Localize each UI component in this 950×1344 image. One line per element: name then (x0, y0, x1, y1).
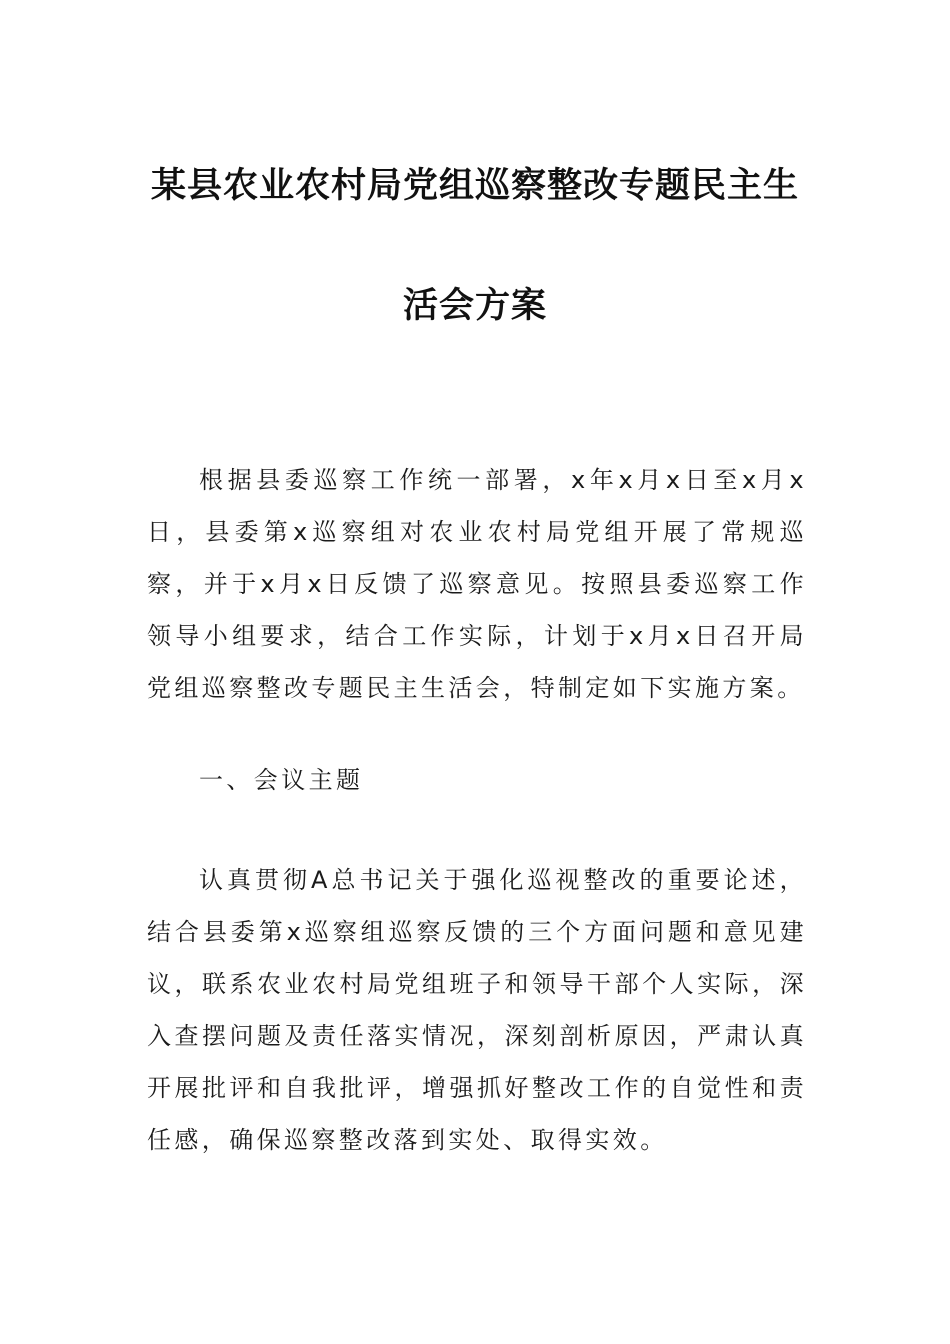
document-title-line-1: 某县农业农村局党组巡察整改专题民主生 (150, 165, 799, 206)
document-title-line-2: 活会方案 (402, 285, 547, 326)
section-heading-meeting-theme: 一、会议主题 (199, 766, 364, 794)
intro-paragraph: 根据县委巡察工作统一部署，x年x月x日至x月x日，县委第x巡察组对农业农村局党组开展了常规巡察，并于x月x日反馈了巡察意见。按照县委巡察工作领导小组要求，结合工作实际，计划于x月x日召开局党组巡察整改专题民主生活会，特制定如下实施方案。 (147, 466, 807, 702)
meeting-theme-paragraph: 认真贯彻A总书记关于强化巡视整改的重要论述，结合县委第x巡察组巡察反馈的三个方面问题和意见建议，联系农业农村局党组班子和领导干部个人实际，深入查摆问题及责任落实情况，深刻剖析原因，严肃认真开展批评和自我批评，增强抓好整改工作的自觉性和责任感，确保巡察整改落到实处、取得实效。 (147, 866, 807, 1154)
